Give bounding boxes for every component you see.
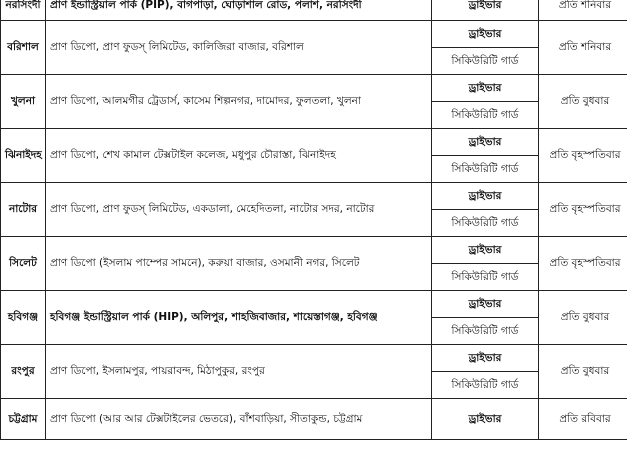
table-row [1,129,627,156]
address-cell [46,291,432,345]
table-row [1,399,627,440]
table-row [1,0,627,21]
day-cell: প্রতি শনিবার [539,21,627,75]
address-cell: প্রাণ ডিপো, আলমগীর ট্রেডার্স, কাসেম শিল্পনগর, দামোদর, ফুলতলা, খুলনা [46,75,432,129]
day-cell: প্রতি শনিবার [539,0,627,21]
day-cell: প্রতি বুধবার [539,345,627,399]
table-row [1,291,627,318]
day-cell: প্রতি বৃহস্পতিবার [539,129,627,183]
address-cell [46,0,432,21]
role-cell: ড্রাইভার [432,75,539,102]
role-cell: সিকিউরিটি গার্ড [432,48,539,75]
table-row [1,21,627,48]
district-cell: খুলনা [1,75,46,129]
role-cell: ড্রাইভার [432,183,539,210]
role-cell: ড্রাইভার [432,129,539,156]
role-cell: ড্রাইভার [432,237,539,264]
address-cell: প্রাণ ডিপো (ইসলাম পাম্পের সামনে), করুয়া বাজার, ওসমানী নগর, সিলেট [46,237,432,291]
role-cell: ড্রাইভার [432,291,539,318]
role-cell: ড্রাইভার [432,345,539,372]
table-row [1,75,627,102]
table-row [1,237,627,264]
table-row [1,183,627,210]
role-cell: সিকিউরিটি গার্ড [432,372,539,399]
district-cell: বরিশাল [1,21,46,75]
role-cell: সিকিউরিটি গার্ড [432,264,539,291]
address-cell: প্রাণ ডিপো, ইসলামপুর, পায়রাবন্দ, মিঠাপুকুর, রংপুর [46,345,432,399]
address-cell: প্রাণ ডিপো (আর আর টেক্সটাইলের ভেতরে), বাঁশবাড়িয়া, সীতাকুন্ড, চট্টগ্রাম [46,399,432,440]
address-text: হবিগঞ্জ ইন্ডাস্ট্রিয়াল পার্ক (HIP), অলিপুর, শাহজিবাজার, শায়েস্তাগঞ্জ, হবিগঞ্জ [50,311,378,324]
table-row [1,345,627,372]
district-cell: নরসিংদী [1,0,46,21]
role-cell: ড্রাইভার [432,399,539,440]
district-cell: হবিগঞ্জ [1,291,46,345]
district-cell: ঝিনাইদহ [1,129,46,183]
address-cell: প্রাণ ডিপো, প্রাণ ফুডস্ লিমিটেড, কালিজিরা বাজার, বরিশাল [46,21,432,75]
day-cell: প্রতি বৃহস্পতিবার [539,237,627,291]
address-text: প্রাণ ইন্ডাস্ট্রিয়াল পার্ক (PIP), বাগপাড়া, ঘোড়াশাল রোড, পলাশ, নরসিংদী [50,0,362,12]
role-cell: সিকিউরিটি গার্ড [432,102,539,129]
day-cell: প্রতি বুধবার [539,75,627,129]
role-cell: সিকিউরিটি গার্ড [432,156,539,183]
address-cell: প্রাণ ডিপো, শেখ কামাল টেক্সটাইল কলেজ, মধুপুর চৌরাস্তা, ঝিনাইদহ [46,129,432,183]
district-cell: সিলেট [1,237,46,291]
district-cell: চট্টগ্রাম [1,399,46,440]
day-cell: প্রতি রবিবার [539,399,627,440]
day-cell: প্রতি বুধবার [539,291,627,345]
role-cell: সিকিউরিটি গার্ড [432,210,539,237]
role-cell: ড্রাইভার [432,21,539,48]
role-cell: সিকিউরিটি গার্ড [432,318,539,345]
day-cell: প্রতি বৃহস্পতিবার [539,183,627,237]
district-cell: নাটোর [1,183,46,237]
role-cell: ড্রাইভার [432,0,539,21]
district-cell: রংপুর [1,345,46,399]
address-cell: প্রাণ ডিপো, প্রাণ ফুডস্ লিমিটেড, একডালা, মেহেদিতলা, নাটোর সদর, নাটোর [46,183,432,237]
